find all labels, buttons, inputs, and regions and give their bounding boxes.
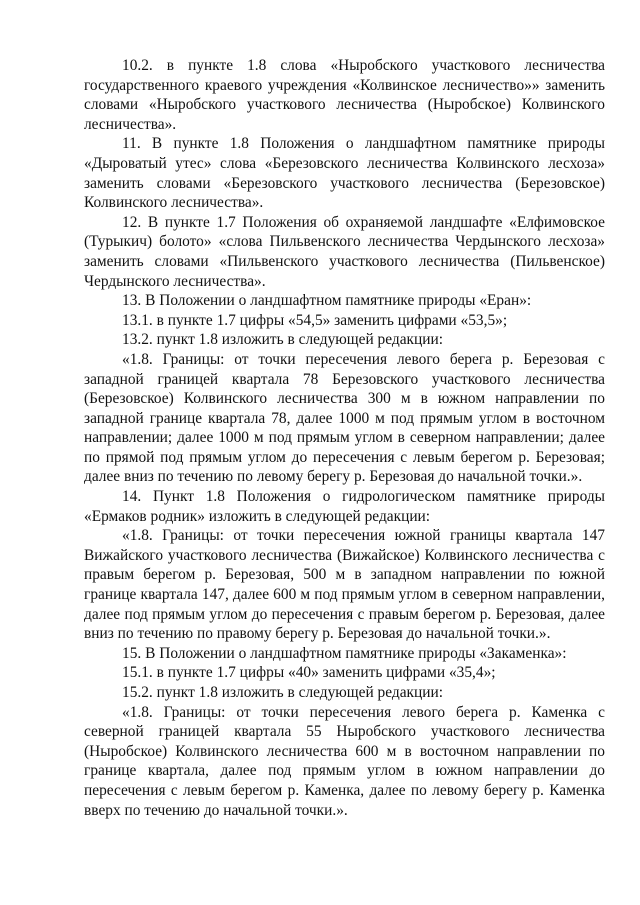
- paragraph-15-2: 15.2. пункт 1.8 изложить в следующей редакции:: [122, 684, 443, 701]
- paragraph-13-1: 13.1. в пункте 1.7 цифры «54,5» заменить цифрами «53,5»;: [122, 311, 508, 329]
- paragraph-12: 12. В пункте 1.7 Положения об охраняемой ландшафте «Елфимовское (Турыкич) болото» «слова Пильвенского лесничества Чердынского лесхоза» заменить словами «Пильвенского участкового лесничества (Пильвенское) Чердынского лесничества».: [84, 213, 605, 290]
- paragraph-13-2-quote: «1.8. Границы: от точки пересечения левого берега р. Березовая с западной границей квартала 78 Березовского участкового лесничества (Березовское) Колвинского лесничества 300 м в южном направлении по западной границе квартала 78, далее 1000 м под прямым углом в восточном направлении; далее 1000 м под прямым углом в северном направлении; далее по прямой под прямым углом до пересечения с левым берегом р. Березовая; далее вниз по течению по левому берегу р. Березовая до начальной точки.».: [84, 350, 605, 486]
- paragraph-14: 14. Пункт 1.8 Положения о гидрологическом памятнике природы «Ермаков родник» изложить в следующей редакции:: [84, 488, 605, 525]
- paragraph-14-quote: «1.8. Границы: от точки пересечения южной границы квартала 147 Вижайского участкового лесничества (Вижайское) Колвинского лесничества с правым берегом р. Березовая, 500 м в западном направлении по южной границе квартала 147, далее 600 м под прямым углом в северном направлении, далее под прямым углом до пересечения с правым берегом р. Березовая, далее вниз по течению по правому берегу р. Березовая до начальной точки.».: [84, 527, 605, 643]
- paragraph-13: 13. В Положении о ландшафтном памятнике природы «Еран»:: [122, 292, 532, 310]
- paragraph-15: 15. В Положении о ландшафтном памятнике природы «Закаменка»:: [122, 644, 567, 662]
- paragraph-10-2: 10.2. в пункте 1.8 слова «Ныробского участкового лесничества государственного краевого учреждения «Колвинское лесничество»» заменить словами «Ныробского участкового лесничества (Ныробское) Колвинского лесничества».: [84, 57, 605, 133]
- document-page: [84, 56, 605, 820]
- paragraph-15-1: 15.1. в пункте 1.7 цифры «40» заменить цифрами «35,4»;: [122, 664, 496, 682]
- paragraph-11: 11. В пункте 1.8 Положения о ландшафтном памятнике природы «Дыроватый утес» слова «Березовского лесничества Колвинского лесхоза» заменить словами «Березовского участкового лесничества (Березовское) Колвинского лесничества».: [84, 135, 605, 212]
- paragraph-15-2-quote: «1.8. Границы: от точки пересечения левого берега р. Каменка с северной границей квартала 55 Ныробского участкового лесничества (Ныробское) Колвинского лесничества 600 м в восточном направлении по границе квартала, далее под прямым углом в южном направлении до пересечения с левым берегом р. Каменка, далее по левому берегу р. Каменка вверх по течению до начальной точки.».: [84, 703, 605, 819]
- paragraph-13-2: 13.2. пункт 1.8 изложить в следующей редакции:: [122, 331, 443, 349]
